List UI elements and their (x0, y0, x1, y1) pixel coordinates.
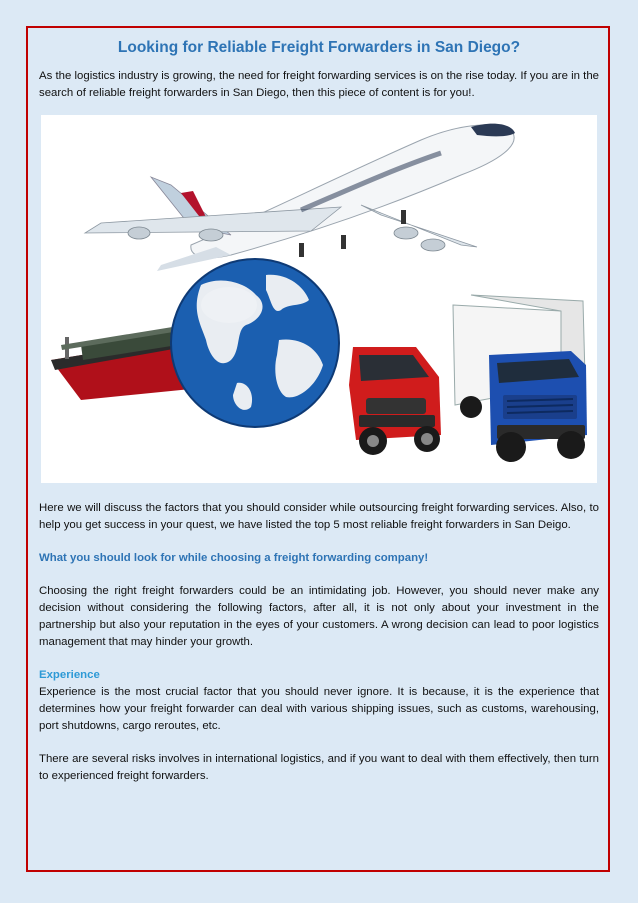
intro-paragraph: As the logistics industry is growing, the need for freight forwarding services is on the rise today. If you are in the search of reliable freight forwarders in San Diego, then this piece of content is for you!. (39, 70, 599, 99)
paragraph-discussion: Here we will discuss the factors that you should consider while outsourcing freight forwarding services. Also, to help you get success in your quest, we have listed the top 5 most reliable freight forwarders in San Deigo. (39, 502, 599, 531)
globe-icon (171, 259, 339, 427)
subheading-experience: Experience (39, 669, 100, 681)
truck-icon (453, 295, 587, 462)
van-icon (349, 347, 441, 455)
paragraph-risks: There are several risks involves in international logistics, and if you want to deal with them effectively, then turn to experienced freight forwarders. (39, 753, 599, 782)
paragraph-choosing: Choosing the right freight forwarders could be an intimidating job. However, you should never make any decision without considering the following factors, after all, it is not only about your investment in the partnership but also your reputation in the eyes of your customers. A wrong decision can lead to poor logistics management that may hinder your growth. (39, 585, 599, 648)
airplane-icon (85, 124, 515, 271)
page-border (26, 26, 610, 872)
paragraph-experience: Experience is the most crucial factor that you should never ignore. It is because, it is the experience that determines how your freight forwarder can deal with various shipping issues, such as customs, warehousing, port shutdowns, cargo reroutes, etc. (39, 686, 599, 732)
hero-image (41, 115, 597, 483)
document-body (39, 38, 599, 785)
page-title: Looking for Reliable Freight Forwarders in San Diego? (117, 39, 521, 56)
section-heading: What you should look for while choosing a freight forwarding company! (39, 552, 429, 564)
